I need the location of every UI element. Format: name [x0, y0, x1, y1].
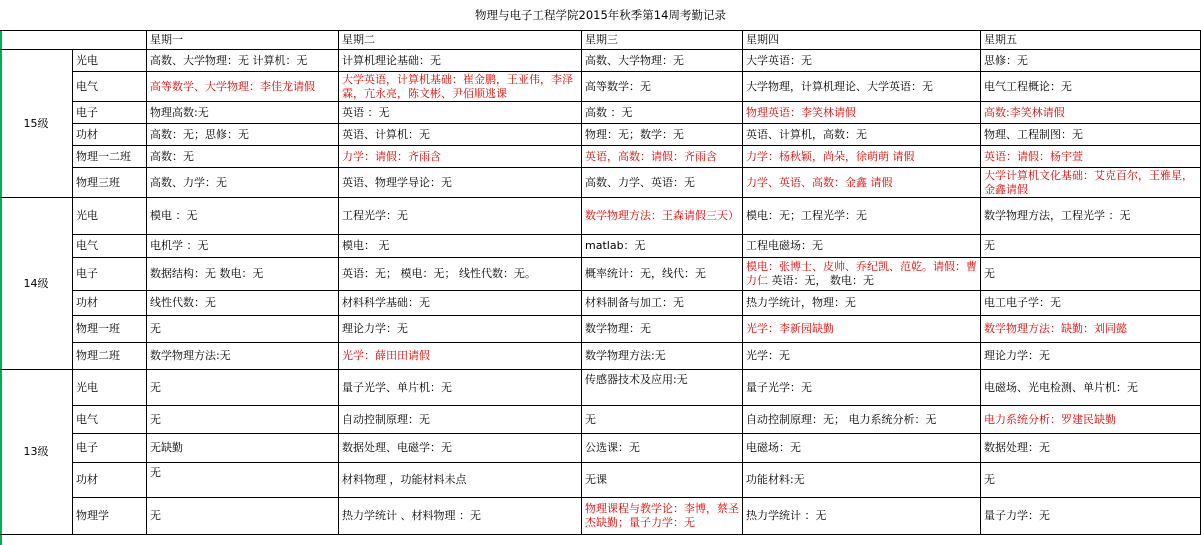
grade-label-cell[interactable]: 15级	[0, 50, 73, 198]
attendance-cell[interactable]	[743, 316, 981, 343]
attendance-cell[interactable]	[981, 291, 1201, 316]
attendance-cell[interactable]	[981, 50, 1201, 72]
major-label-cell[interactable]: 功材	[73, 291, 147, 316]
attendance-text: 热力学统计，物理：无	[746, 296, 856, 309]
attendance-cell[interactable]	[981, 168, 1201, 198]
attendance-text: 量子光学：无	[746, 380, 812, 394]
attendance-text: 工程电磁场：无	[746, 239, 823, 252]
attendance-text: 无	[150, 322, 161, 335]
attendance-text: 无缺勤	[150, 441, 183, 454]
attendance-text: 模电：无；工程光学：无	[746, 209, 867, 222]
attendance-cell[interactable]	[339, 102, 582, 124]
attendance-text: 物理英语：李笑林请假	[746, 105, 856, 119]
attendance-text: 思修：无	[984, 53, 1028, 67]
attendance-cell[interactable]	[147, 316, 339, 343]
attendance-cell[interactable]	[981, 434, 1201, 463]
attendance-text: 自动控制原理：无	[342, 412, 430, 426]
attendance-cell[interactable]	[743, 463, 981, 498]
attendance-cell[interactable]	[743, 434, 981, 463]
attendance-cell[interactable]	[339, 498, 582, 535]
attendance-text: matlab：无	[585, 239, 646, 252]
attendance-cell[interactable]	[339, 370, 582, 406]
attendance-cell[interactable]	[743, 72, 981, 102]
major-label-cell[interactable]: 物理学	[73, 498, 147, 535]
major-label-cell[interactable]: 物理一二班	[73, 146, 147, 168]
attendance-cell[interactable]	[981, 316, 1201, 343]
attendance-cell[interactable]	[743, 498, 981, 535]
attendance-text: 高数：无	[150, 149, 194, 163]
attendance-text: 材料制备与加工：无	[585, 296, 684, 309]
attendance-text: 无	[984, 267, 995, 280]
attendance-cell[interactable]	[339, 235, 582, 258]
attendance-cell[interactable]	[147, 291, 339, 316]
attendance-text: 电磁场：无	[746, 441, 801, 454]
attendance-cell[interactable]	[743, 291, 981, 316]
attendance-text: 高数、力学、英语：无	[585, 175, 695, 189]
attendance-text: 数学物理方法:无	[585, 349, 666, 362]
major-label-cell[interactable]: 电子	[73, 434, 147, 463]
grade-label-cell[interactable]: 13级	[0, 370, 73, 535]
attendance-cell[interactable]	[147, 406, 339, 434]
attendance-text: 英语 ：无	[342, 105, 390, 119]
attendance-text: 高数、力学：无	[150, 175, 227, 189]
major-label-cell[interactable]: 物理三班	[73, 168, 147, 198]
attendance-cell[interactable]	[339, 50, 582, 72]
attendance-cell[interactable]	[339, 124, 582, 146]
attendance-cell[interactable]	[339, 168, 582, 198]
attendance-text: 力学：杨秋颖，尚朵，徐萌萌 请假	[746, 149, 915, 163]
day-header-3[interactable]: 星期三	[582, 31, 743, 50]
attendance-text: 计算机理论基础：无	[342, 53, 441, 67]
attendance-cell[interactable]	[981, 343, 1201, 370]
attendance-cell[interactable]	[743, 370, 981, 406]
sheet-title: 物理与电子工程学院2015年秋季第14周考勤记录	[0, 0, 1201, 31]
attendance-text: 电磁场、光电检测、单片机：无	[984, 380, 1138, 394]
attendance-cell[interactable]	[981, 370, 1201, 406]
attendance-cell[interactable]	[582, 463, 743, 498]
attendance-text: 英语，高数：请假：齐雨含	[585, 149, 717, 163]
attendance-text: 无	[150, 466, 161, 479]
attendance-cell[interactable]	[582, 406, 743, 434]
major-label-cell[interactable]: 功材	[73, 463, 147, 498]
attendance-text: 英语、物理学导论：无	[342, 175, 452, 189]
attendance-text: 英语、计算机：无	[342, 127, 430, 141]
attendance-cell[interactable]	[339, 291, 582, 316]
attendance-text: 自动控制原理：无； 电力系统分析：无	[746, 412, 937, 426]
attendance-text: 力学、英语、高数：金鑫 请假	[746, 175, 893, 189]
attendance-cell[interactable]	[582, 50, 743, 72]
attendance-cell[interactable]	[147, 370, 339, 406]
attendance-cell[interactable]	[981, 198, 1201, 235]
attendance-cell[interactable]	[582, 168, 743, 198]
attendance-text: 无	[984, 239, 995, 252]
attendance-text: 物理：无；数学：无	[585, 127, 684, 141]
attendance-cell[interactable]	[339, 146, 582, 168]
attendance-text: 数学物理方法:无	[150, 349, 231, 362]
major-label-cell[interactable]: 电气	[73, 72, 147, 102]
attendance-cell[interactable]	[147, 434, 339, 463]
attendance-text: 高数:李笑林请假	[984, 105, 1065, 119]
attendance-text: 大学英语：无	[746, 53, 812, 67]
major-label-cell[interactable]: 电气	[73, 406, 147, 434]
attendance-cell[interactable]	[147, 258, 339, 291]
attendance-text: 无	[150, 380, 161, 394]
attendance-text: 数学物理方法：缺勤：刘同懿	[984, 322, 1127, 335]
attendance-text: 力学：请假：齐雨含	[342, 149, 441, 163]
attendance-cell[interactable]	[147, 50, 339, 72]
attendance-text: 高数、大学物理：无 计算机：无	[150, 53, 308, 67]
attendance-text: 传感器技术及应用:无	[585, 373, 688, 386]
attendance-text: 量子力学：无	[984, 509, 1050, 522]
day-header-5[interactable]: 星期五	[981, 31, 1201, 50]
attendance-cell[interactable]	[339, 463, 582, 498]
major-label-cell[interactable]: 电子	[73, 258, 147, 291]
attendance-text: 高数 ：无	[585, 105, 633, 119]
attendance-cell[interactable]	[582, 316, 743, 343]
attendance-cell[interactable]	[147, 72, 339, 102]
attendance-text: 理论力学：无	[984, 349, 1050, 362]
major-label-cell[interactable]: 电子	[73, 102, 147, 124]
major-label-cell[interactable]: 电气	[73, 235, 147, 258]
attendance-cell[interactable]	[743, 258, 981, 291]
attendance-cell[interactable]	[147, 498, 339, 535]
attendance-cell[interactable]	[743, 343, 981, 370]
attendance-text: 高等数学、大学物理：李佳龙请假	[150, 79, 315, 93]
attendance-cell[interactable]	[582, 434, 743, 463]
attendance-cell[interactable]	[743, 146, 981, 168]
attendance-text: 无课	[585, 473, 607, 486]
attendance-text: 英语、计算机，高数：无	[746, 127, 867, 141]
day-header-1[interactable]: 星期一	[147, 31, 339, 50]
attendance-cell[interactable]	[339, 72, 582, 102]
attendance-text: 高等数学：无	[585, 79, 651, 93]
attendance-cell[interactable]	[339, 258, 582, 291]
attendance-text: 模电 ：无	[150, 209, 198, 222]
attendance-text: 工程光学：无	[342, 209, 408, 222]
attendance-text: 线性代数：无	[150, 296, 216, 309]
attendance-text: 英语：无； 模电：无； 线性代数：无。	[342, 267, 536, 280]
attendance-text: 光学：无	[746, 349, 790, 362]
attendance-cell[interactable]	[743, 50, 981, 72]
attendance-text: 电机学 ：无	[150, 239, 209, 252]
attendance-cell[interactable]	[147, 198, 339, 235]
attendance-cell[interactable]	[147, 124, 339, 146]
grade-label-cell[interactable]: 14级	[0, 198, 73, 370]
attendance-text: 数学物理方法，工程光学 ：无	[984, 209, 1131, 222]
attendance-text: 大学计算机文化基础：艾克百尔，王雅星，金鑫请假	[984, 168, 1193, 196]
day-header-4[interactable]: 星期四	[743, 31, 981, 50]
major-label-cell[interactable]: 物理一班	[73, 316, 147, 343]
attendance-text: 热力学统计 、材料物理 ：无	[342, 509, 481, 522]
attendance-cell[interactable]	[743, 198, 981, 235]
attendance-cell[interactable]	[981, 72, 1201, 102]
attendance-cell[interactable]	[339, 198, 582, 235]
attendance-text: 高数：无；思修：无	[150, 127, 249, 141]
day-header-2[interactable]: 星期二	[339, 31, 582, 50]
attendance-cell[interactable]	[147, 168, 339, 198]
attendance-cell[interactable]	[981, 463, 1201, 498]
header-top-rule	[0, 30, 1201, 31]
attendance-cell[interactable]	[582, 235, 743, 258]
attendance-cell[interactable]	[582, 146, 743, 168]
attendance-text: 功能材料:无	[746, 473, 805, 486]
attendance-text: 无	[984, 473, 995, 486]
attendance-cell[interactable]	[981, 235, 1201, 258]
attendance-cell[interactable]	[582, 291, 743, 316]
attendance-cell[interactable]	[339, 343, 582, 370]
attendance-text: 电工电子学：无	[984, 296, 1061, 309]
major-label-cell[interactable]: 光电	[73, 50, 147, 72]
attendance-cell[interactable]	[582, 258, 743, 291]
major-label-cell[interactable]: 光电	[73, 198, 147, 235]
attendance-text: 电力系统分析：罗建民缺勤	[984, 412, 1116, 426]
attendance-text: 英语：请假：杨宇萱	[984, 149, 1083, 163]
attendance-cell[interactable]	[147, 343, 339, 370]
attendance-text: 物理课程与教学论：李博，蔡圣杰缺勤；量子力学：无	[585, 502, 739, 529]
attendance-cell[interactable]	[981, 102, 1201, 124]
attendance-cell[interactable]	[147, 146, 339, 168]
attendance-cell[interactable]	[147, 102, 339, 124]
attendance-cell[interactable]	[339, 406, 582, 434]
attendance-cell[interactable]	[582, 370, 743, 406]
attendance-cell[interactable]	[582, 102, 743, 124]
attendance-text: 物理高数:无	[150, 105, 209, 119]
attendance-text: 模电：张博士、皮帅、乔纪凯、范乾。请假：曹力仁	[746, 260, 977, 287]
attendance-cell[interactable]	[582, 72, 743, 102]
attendance-text: 数据处理、电磁学：无	[342, 441, 452, 454]
attendance-text: 材料物理 ，功能材料未点	[342, 473, 467, 486]
attendance-cell[interactable]	[981, 406, 1201, 434]
attendance-cell[interactable]	[743, 168, 981, 198]
attendance-cell[interactable]	[981, 124, 1201, 146]
attendance-cell[interactable]	[339, 434, 582, 463]
attendance-cell[interactable]	[981, 146, 1201, 168]
attendance-text: 高数、大学物理：无	[585, 53, 684, 67]
attendance-cell[interactable]	[743, 235, 981, 258]
attendance-cell[interactable]	[582, 198, 743, 235]
attendance-cell[interactable]	[981, 498, 1201, 535]
attendance-cell[interactable]	[339, 316, 582, 343]
attendance-text: 材料科学基础：无	[342, 296, 430, 309]
attendance-text: 光学：李新园缺勤	[746, 322, 834, 335]
attendance-text: 数据处理：无	[984, 441, 1050, 454]
attendance-cell[interactable]	[582, 498, 743, 535]
header-corner-cell[interactable]	[0, 31, 147, 50]
attendance-text: 理论力学：无	[342, 322, 408, 335]
attendance-text-tail: 英语：无， 数电：无	[768, 274, 874, 287]
attendance-text: 大学英语，计算机基础：崔金鹏，王亚伟，李泽霖，亢永亮，陈文彬、尹佰顺逃课	[342, 72, 573, 100]
attendance-cell[interactable]	[743, 406, 981, 434]
attendance-text: 无	[585, 412, 596, 426]
attendance-cell[interactable]	[743, 102, 981, 124]
attendance-text: 模电： 无	[342, 239, 390, 252]
attendance-text: 量子光学、单片机：无	[342, 380, 452, 394]
attendance-cell[interactable]	[147, 235, 339, 258]
attendance-text: 数学物理：无	[585, 322, 651, 335]
attendance-text: 数学物理方法：王森请假三天）	[585, 209, 739, 222]
major-label-cell[interactable]: 物理二班	[73, 343, 147, 370]
attendance-text: 数据结构：无 数电：无	[150, 267, 264, 280]
attendance-text: 无	[150, 509, 161, 522]
attendance-cell[interactable]	[981, 258, 1201, 291]
attendance-text: 公选课：无	[585, 441, 640, 454]
attendance-text: 物理、工程制图：无	[984, 127, 1083, 141]
attendance-text: 大学物理，计算机理论、大学英语：无	[746, 79, 933, 93]
attendance-text: 无	[150, 412, 161, 426]
attendance-cell[interactable]	[582, 343, 743, 370]
attendance-text: 电气工程概论：无	[984, 79, 1072, 93]
major-label-cell[interactable]: 功材	[73, 124, 147, 146]
attendance-text: 光学：薛田田请假	[342, 349, 430, 362]
attendance-cell[interactable]	[582, 124, 743, 146]
major-label-cell[interactable]: 光电	[73, 370, 147, 406]
attendance-cell[interactable]	[147, 463, 339, 498]
attendance-text: 概率统计：无，线代：无	[585, 267, 706, 280]
attendance-cell[interactable]	[743, 124, 981, 146]
attendance-text: 热力学统计 ：无	[746, 509, 827, 522]
